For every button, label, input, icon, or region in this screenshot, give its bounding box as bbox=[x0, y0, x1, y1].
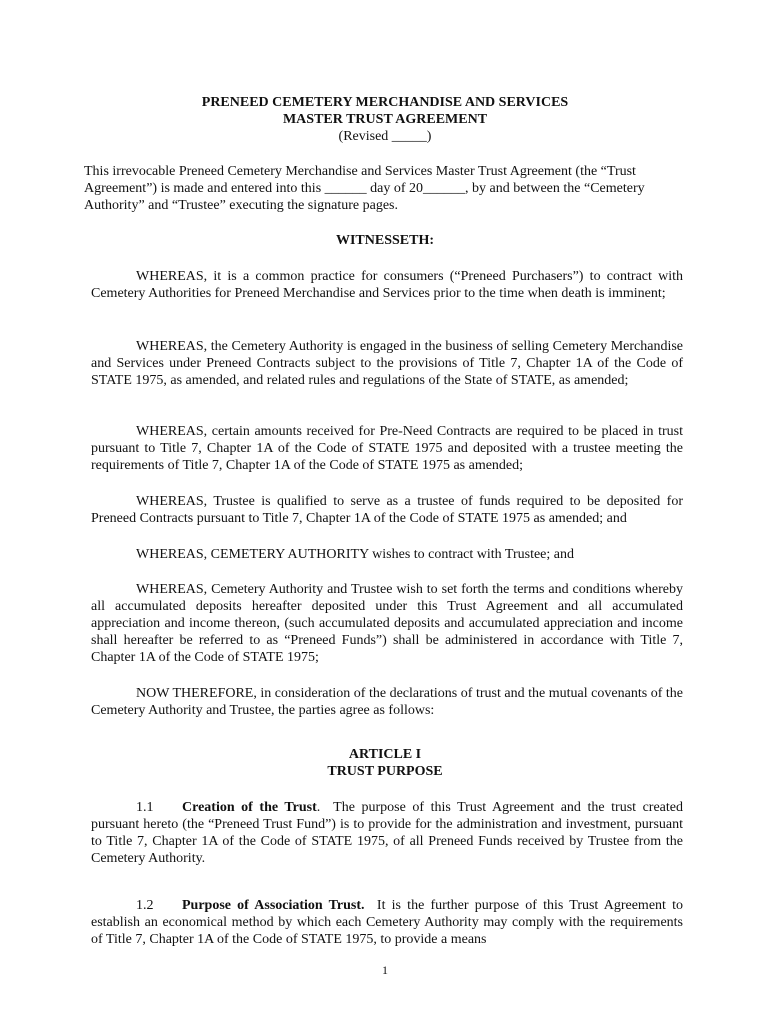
revised-line: (Revised _____) bbox=[338, 129, 432, 144]
whereas-paragraph: WHEREAS, it is a common practice for consumers (“Preneed Purchasers”) to contract with Cemetery Authorities for Preneed Merchandise and Services prior to the time when death is imminent; bbox=[91, 269, 683, 301]
article-number: ARTICLE I bbox=[348, 747, 422, 762]
whereas-paragraph: WHEREAS, Cemetery Authority and Trustee wish to set forth the terms and conditions whereby all accumulated deposits hereafter deposited under this Trust Agreement and all accumulated appreciation and income thereon, (such accumulated deposits and accumulated appreciation and income shall hereafter be referred to as “Preneed Funds”) shall be administered in accordance with Title 7, Chapter 1A of the Code of STATE 1975; bbox=[91, 582, 683, 665]
now-therefore-paragraph: NOW THEREFORE, in consideration of the declarations of trust and the mutual covenants of the Cemetery Authority and Trustee, the parties agree as follows: bbox=[91, 686, 683, 718]
section-1-2 bbox=[91, 897, 683, 948]
title-line-2: MASTER TRUST AGREEMENT bbox=[282, 112, 488, 127]
article-title: TRUST PURPOSE bbox=[327, 764, 443, 779]
whereas-paragraph: WHEREAS, CEMETERY AUTHORITY wishes to contract with Trustee; and bbox=[136, 547, 574, 562]
page-number: 1 bbox=[382, 963, 388, 977]
intro-paragraph: This irrevocable Preneed Cemetery Merchandise and Services Master Trust Agreement (the “Trust Agreement”) is made and entered into this ______ day of 20______, by and between the “Cemetery Authority” and “Trustee” executing the signature pages. bbox=[84, 164, 645, 213]
whereas-paragraph: WHEREAS, the Cemetery Authority is engaged in the business of selling Cemetery Merchandise and Services under Preneed Contracts subject to the provisions of Title 7, Chapter 1A of the Code of STATE 1975, as amended, and related rules and regulations of the State of STATE, as amended; bbox=[91, 339, 683, 388]
section-heading: Purpose of Association Trust. bbox=[182, 898, 365, 913]
title-line-1: PRENEED CEMETERY MERCHANDISE AND SERVICES bbox=[201, 95, 569, 110]
document-title bbox=[0, 94, 770, 145]
section-number: 1.2 bbox=[136, 898, 154, 913]
section-text: It is the further purpose of this Trust Agreement to establish an economical method by which each Cemetery Authority may comply with the requirements of Title 7, Chapter 1A of the Code of STATE 1975, to provide a means bbox=[91, 898, 683, 947]
section-1-1 bbox=[91, 799, 683, 867]
article-heading bbox=[0, 746, 770, 780]
section-number: 1.1 bbox=[136, 800, 154, 815]
section-heading-punct: . bbox=[316, 800, 321, 815]
section-heading: Creation of the Trust bbox=[182, 800, 317, 815]
whereas-paragraph: WHEREAS, Trustee is qualified to serve as a trustee of funds required to be deposited for Preneed Contracts pursuant to Title 7, Chapter 1A of the Code of STATE 1975 as amended; and bbox=[91, 494, 683, 526]
whereas-paragraph: WHEREAS, certain amounts received for Pre-Need Contracts are required to be placed in trust pursuant to Title 7, Chapter 1A of the Code of STATE 1975 and deposited with a trustee meeting the requirements of Title 7, Chapter 1A of the Code of STATE 1975 as amended; bbox=[91, 424, 683, 473]
section-text: The purpose of this Trust Agreement and the trust created pursuant hereto (the “Preneed Trust Fund”) is to provide for the administration and investment, pursuant to Title 7, Chapter 1A of the Code of STATE 1975, of all Preneed Funds received by Trustee from the Cemetery Authority. bbox=[91, 800, 683, 866]
witnesseth-heading: WITNESSETH: bbox=[335, 233, 435, 248]
